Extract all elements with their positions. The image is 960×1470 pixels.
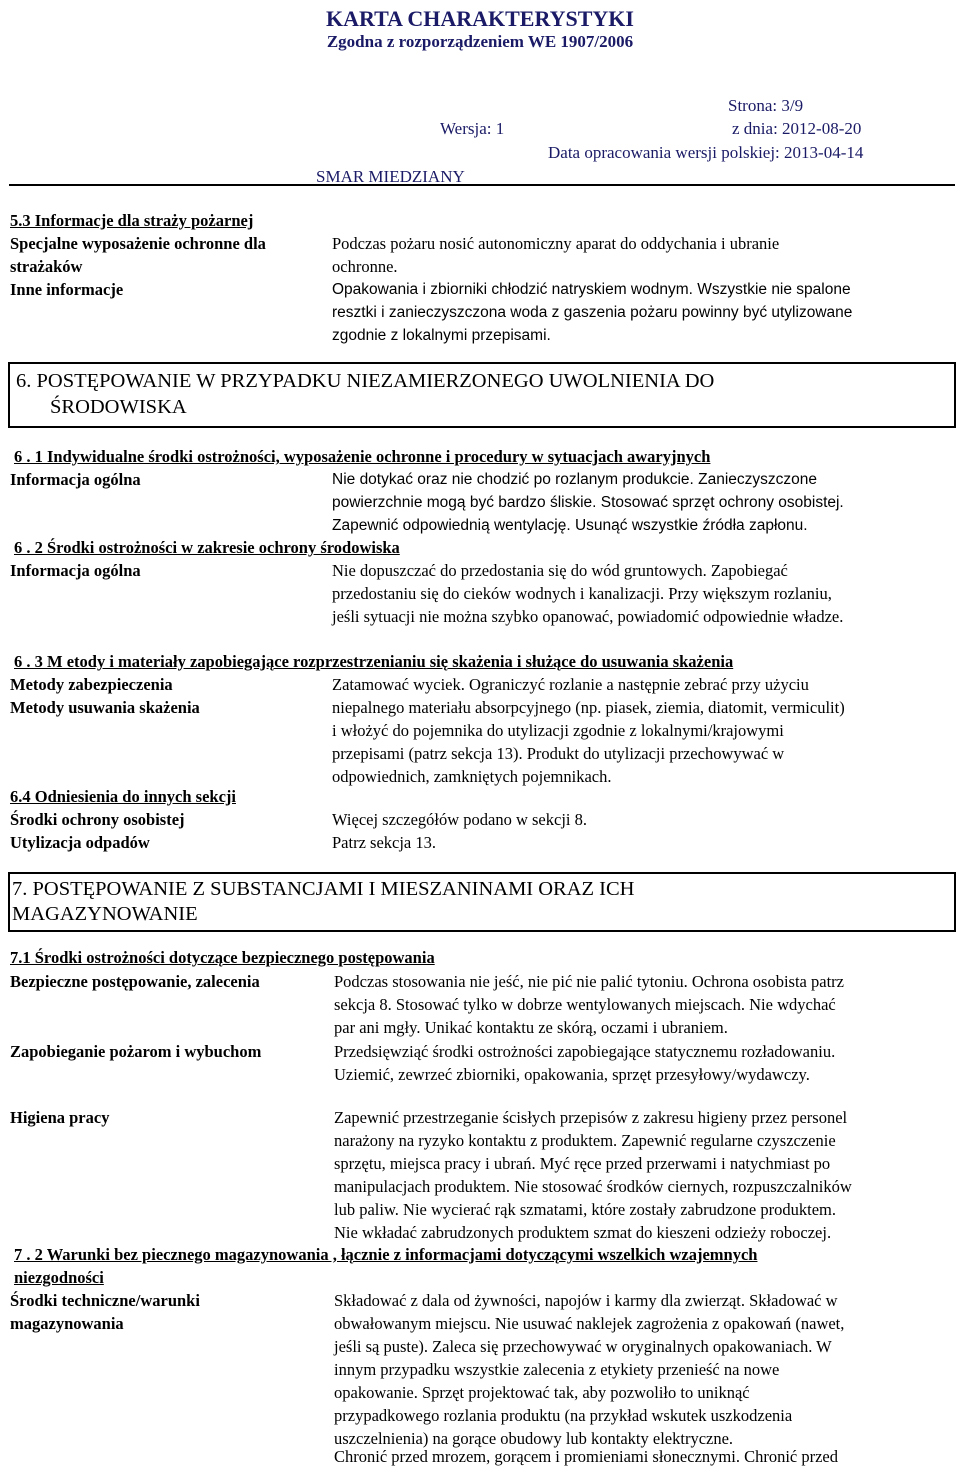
section-6-2-line3: jeśli sytuacji nie można szybko opanować, powiadomić odpowiednie władze. [332,607,844,626]
product-name: SMAR MIEDZIANY [316,167,465,186]
section-7-heading-line1: 7. POSTĘPOWANIE Z SUBSTANCJAMI I MIESZANINAMI ORAZ ICH [12,878,635,900]
section-6-3-line4: przepisami (patrz sekcja 13). Produkt do utylizacji przechowywać w [332,744,785,763]
section-6-heading-line1: 6. POSTĘPOWANIE W PRZYPADKU NIEZAMIERZONEGO UWOLNIENIA DO [16,370,715,392]
label-special-equipment-line1: Specjalne wyposażenie ochronne dla [10,234,266,253]
section-6-4-label1: Środki ochrony osobistej [10,810,185,829]
label-safe-handling: Bezpieczne postępowanie, zalecenia [10,972,260,991]
version-date: z dnia: 2012-08-20 [732,119,862,138]
section-6-1-label: Informacja ogólna [10,470,141,489]
section-6-heading-line2: ŚRODOWISKA [50,396,187,418]
hygiene-line5: lub paliw. Nie wycierać rąk szmatami, które zostały zabrudzone produktem. [334,1200,836,1219]
version-label: Wersja: 1 [440,119,505,138]
section-6-2-line1: Nie dopuszczać do przedostania się do wód gruntowych. Zapobiegać [332,561,788,580]
label-work-hygiene: Higiena pracy [10,1108,110,1127]
storage-line6: przypadkowego rozlania produktu (na przykład wskutek uszkodzenia [334,1406,793,1425]
section-6-heading-box [8,362,956,428]
storage-line4: innym przypadku wszystkie zalecenia z etykiety przenieść na nowe [334,1360,780,1379]
section-6-3-line1: Zatamować wyciek. Ograniczyć rozlanie a następnie zebrać przy użyciu [332,675,809,694]
label-storage-line2: magazynowania [10,1314,124,1333]
section-6-1-line3: Zapewnić odpowiednią wentylację. Usunąć wszystkie źródła zapłonu. [332,517,808,534]
hygiene-line3: sprzętu, miejsca pracy i ubrań. Myć ręce przed przerwami i natychmiast po [334,1154,831,1173]
storage-line7: uszczelnienia) na gorące obudowy lub kontakty elektryczne. [334,1429,734,1448]
value-other-info-line3: zgodnie z lokalnymi przepisami. [332,327,551,344]
section-6-3-heading: 6 . 3 M etody i materiały zapobiegające rozprzestrzenianiu się skażenia i służące do usuwania skażenia [14,652,734,671]
label-special-equipment-line2: strażaków [10,257,83,276]
value-special-equipment-line2: ochronne. [332,257,398,276]
hygiene-line4: manipulacjach produktem. Nie stosować środków ciernych, rozpuszczalników [334,1177,852,1196]
section-6-3-line5: odpowiednich, zamkniętych pojemnikach. [332,767,612,786]
safe-handling-line1: Podczas stosowania nie jeść, nie pić nie palić tytoniu. Ochrona osobista patrz [334,972,844,991]
section-6-1-line2: powierzchnie mogą być bardzo śliskie. Stosować sprzęt ochrony osobistej. [332,494,844,511]
hygiene-line2: narażony na ryzyko kontaktu z produktem. Zapewnić regularne czyszczenie [334,1131,836,1150]
section-7-2-heading-line1: 7 . 2 Warunki bez piecznego magazynowania , łącznie z informacjami dotyczącymi wszelkich wzajemnych [14,1245,758,1264]
label-storage-line1: Środki techniczne/warunki [10,1291,200,1310]
section-6-1-line1: Nie dotykać oraz nie chodzić po rozlanym produkcie. Zanieczyszczone [332,471,818,488]
safe-handling-line3: par ani mgły. Unikać kontaktu ze skórą, oczami i ubraniem. [334,1018,728,1037]
storage-line5: opakowanie. Sprzęt projektować tak, aby pozwoliło to uniknąć [334,1383,750,1402]
section-7-1-heading: 7.1 Środki ostrożności dotyczące bezpiecznego postępowania [10,948,435,967]
value-special-equipment-line1: Podczas pożaru nosić autonomiczny aparat do oddychania i ubranie [332,234,780,253]
section-6-4-heading: 6.4 Odniesienia do innych sekcji [10,787,236,806]
fire-prevention-line2: Uziemić, zewrzeć zbiorniki, opakowania, sprzęt przesyłowy/wydawczy. [334,1065,810,1084]
header-divider [9,184,955,186]
label-fire-prevention: Zapobieganie pożarom i wybuchom [10,1042,262,1061]
storage-line8: Chronić przed mrozem, gorącem i promieniami słonecznymi. Chronić przed [334,1447,838,1466]
section-7-2-heading-line2: niezgodności [14,1268,104,1287]
safe-handling-line2: sekcja 8. Stosować tylko w dobrze wentylowanych miejscach. Nie wdychać [334,995,836,1014]
document-title: KARTA CHARAKTERYSTYKI [326,6,634,31]
section-6-4-value1: Więcej szczegółów podano w sekcji 8. [332,810,587,829]
section-6-4-label2: Utylizacja odpadów [10,833,150,852]
section-7-heading-line2: MAGAZYNOWANIE [12,903,198,925]
section-6-3-label1: Metody zabezpieczenia [10,675,173,694]
section-6-4-value2: Patrz sekcja 13. [332,833,437,852]
section-6-3-line2: niepalnego materiału absorpcyjnego (np. piasek, ziemia, diatomit, vermiculit) [332,698,845,717]
section-6-2-line2: przedostaniu się do cieków wodnych i kanalizacji. Przy większym rozlaniu, [332,584,832,603]
storage-line1: Składować z dala od żywności, napojów i karmy dla zwierząt. Składować w [334,1291,838,1310]
section-5-3-heading: 5.3 Informacje dla straży pożarnej [10,211,254,230]
storage-line3: jeśli są puste). Zaleca się przechowywać w oryginalnych opakowaniach. W [334,1337,832,1356]
label-other-info: Inne informacje [10,280,124,299]
page-number: Strona: 3/9 [728,96,804,115]
section-7-heading-box [8,872,956,932]
section-6-3-label2: Metody usuwania skażenia [10,698,200,717]
hygiene-line1: Zapewnić przestrzeganie ścisłych przepisów z zakresu higieny przez personel [334,1108,848,1127]
section-6-3-line3: i włożyć do pojemnika do utylizacji zgodnie z lokalnymi/krajowymi [332,721,784,740]
value-other-info-line2: resztki i zanieczyszczona woda z gaszenia pożaru powinny być utylizowane [332,304,853,321]
fire-prevention-line1: Przedsięwziąć środki ostrożności zapobiegające statycznemu rozładowaniu. [334,1042,836,1061]
storage-line2: obwałowanym miejscu. Nie usuwać naklejek zagrożenia z opakowań (nawet, [334,1314,845,1333]
polish-version-date: Data opracowania wersji polskiej: 2013-04-14 [548,143,864,162]
section-6-1-heading: 6 . 1 Indywidualne środki ostrożności, wyposażenie ochronne i procedury w sytuacjach awaryjnych [14,447,711,466]
value-other-info-line1: Opakowania i zbiorniki chłodzić natryskiem wodnym. Wszystkie nie spalone [332,281,851,298]
section-6-2-label: Informacja ogólna [10,561,141,580]
hygiene-line6: Nie wkładać zabrudzonych produktem szmat do kieszeni odzieży roboczej. [334,1223,832,1242]
section-6-2-heading: 6 . 2 Środki ostrożności w zakresie ochrony środowiska [14,538,400,557]
document-subtitle: Zgodna z rozporządzeniem WE 1907/2006 [326,32,634,51]
